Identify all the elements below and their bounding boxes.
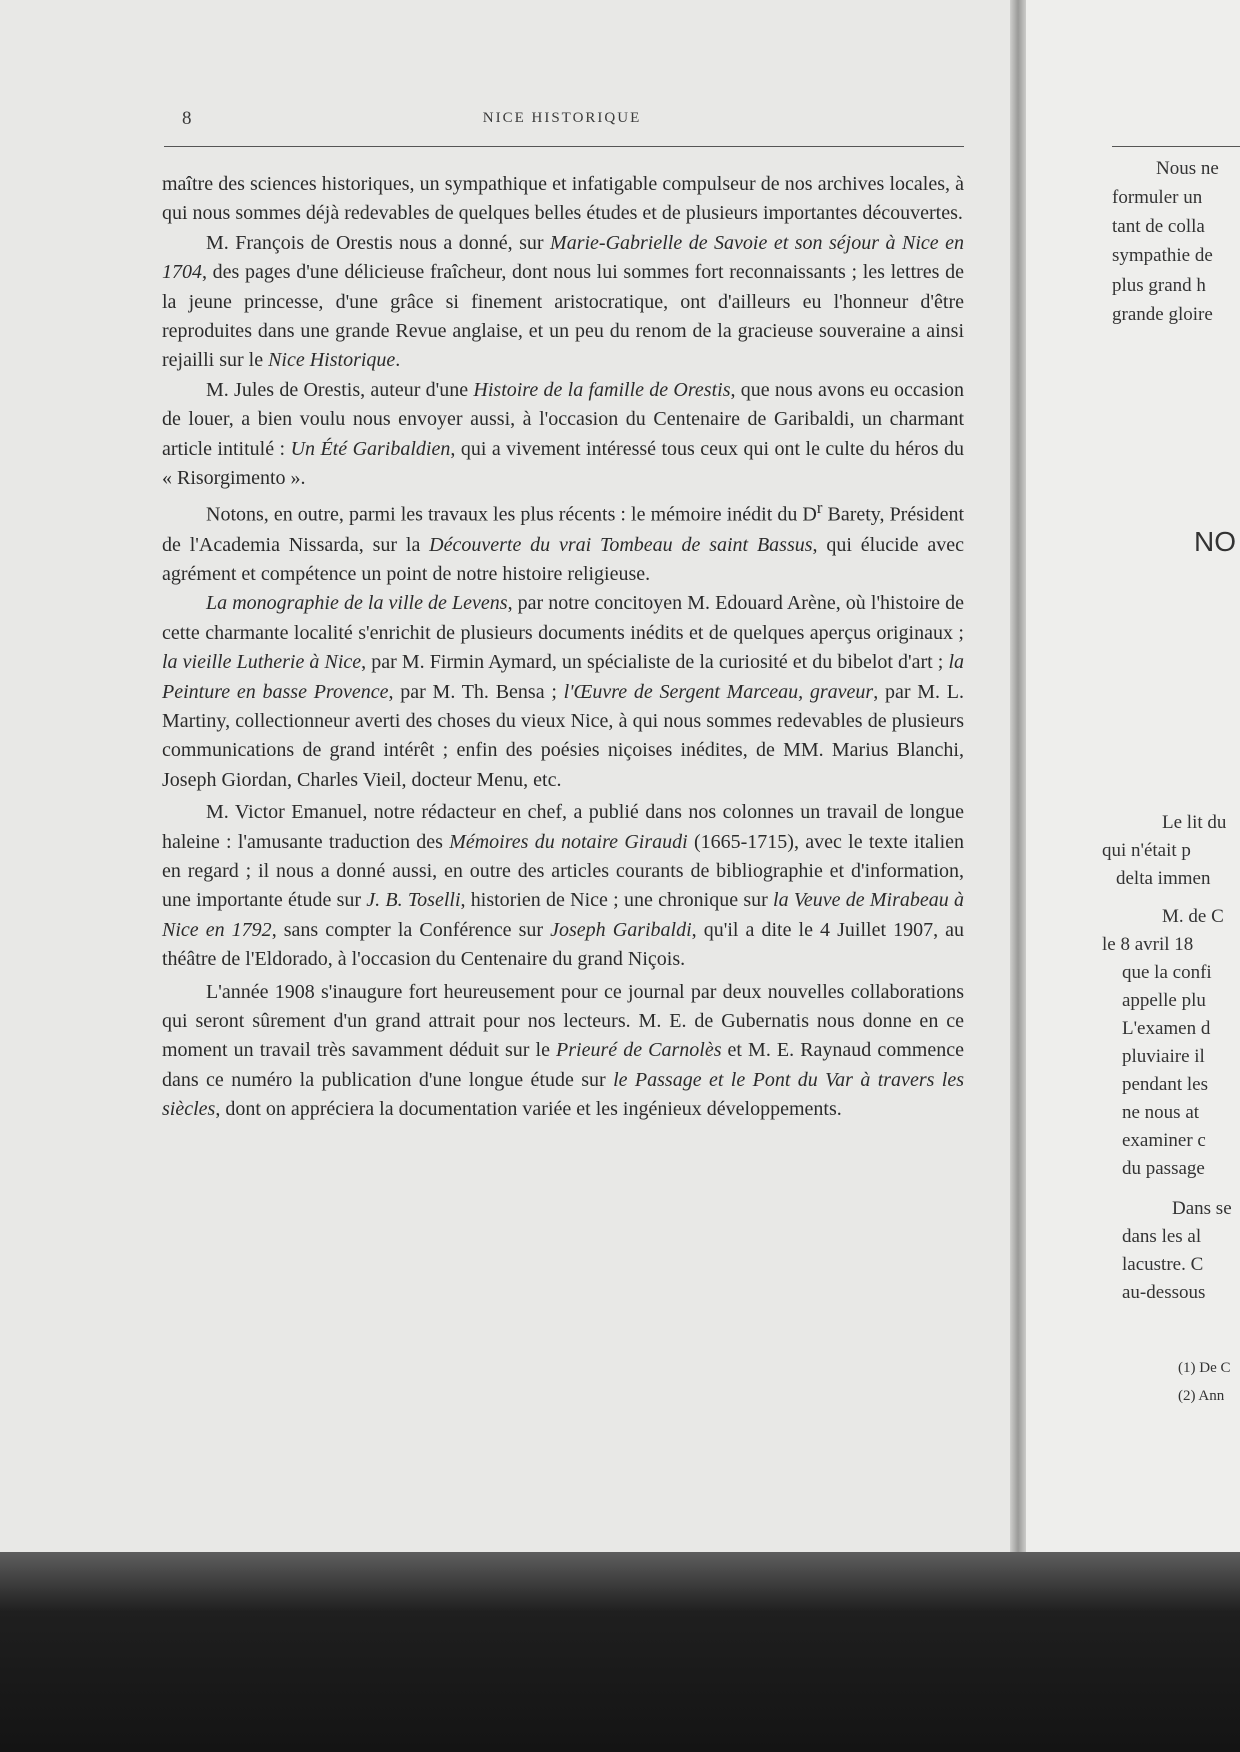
right-page-line: Le lit du bbox=[1162, 812, 1227, 833]
right-page-line: L'examen d bbox=[1122, 1018, 1211, 1039]
page-number: 8 bbox=[182, 108, 192, 129]
paragraph: Notons, en outre, parmi les travaux les plus récents : le mémoire inédit du $D^r$ Barety, Président de l'Academia Nissarda, sur la Découverte du vrai Tombeau de saint Bassus, qui élucide avec agrément et compétence un point de notre histoire religieuse. bbox=[162, 498, 964, 585]
right-page-line: tant de colla bbox=[1112, 216, 1205, 237]
right-page-line: Dans se bbox=[1172, 1198, 1232, 1219]
right-page-line: au-dessous bbox=[1122, 1282, 1206, 1303]
right-page-line: pluviaire il bbox=[1122, 1046, 1205, 1067]
right-page-line: pendant les bbox=[1122, 1074, 1209, 1095]
scanner-background bbox=[0, 1552, 1240, 1752]
page-header bbox=[162, 108, 962, 138]
paragraph: M. Victor Emanuel, notre rédacteur en chef, a publié dans nos colonnes un travail de longue haleine : l'amusante traduction des Mémoires du notaire Giraudi (1665-1715), avec le texte italien en regard ; il nous a donné aussi, en outre des articles courants de bibliographie et d'information, une importante étude sur J. B. Toselli, historien de Nice ; une chronique sur la Veuve de Mirabeau à Nice en 1792, sans compter la Conférence sur Joseph Garibaldi, qu'il a dite le 4 Juillet 1907, au théâtre de l'Eldorado, à l'occasion du Centenaire du grand Niçois. bbox=[162, 801, 965, 971]
right-page-line: sympathie de bbox=[1112, 245, 1213, 266]
right-page-line: lacustre. C bbox=[1122, 1254, 1204, 1275]
paragraph: M. François de Orestis nous a donné, sur Marie-Gabrielle de Savoie et son séjour à Nice en 1704, des pages d'une délicieuse fraîcheur, dont nous lui sommes fort reconnaissants ; les lettres de la jeune princesse, d'une grâce si finement aristocratique, ont d'ailleurs eu l'honneur d'être reproduites dans une grande Revue anglaise, et un peu du renom de la gracieuse souveraine a ainsi rejailli sur le Nice Historique. bbox=[162, 231, 964, 372]
paragraph: L'année 1908 s'inaugure fort heureusement pour ce journal par deux nouvelles collaborations qui seront sûrement d'un grand attrait pour nos lecteurs. M. E. de Gubernatis nous donne en ce moment un travail très savamment déduit sur le Prieuré de Carnolès et M. E. Raynaud commence dans ce numéro la publication d'une longue étude sur le Passage et le Pont du Var à travers les siècles, dont on appréciera la documentation variée et les ingénieux développements. bbox=[162, 980, 964, 1121]
right-page-line: formuler un bbox=[1112, 187, 1203, 208]
right-page-footnote: (2) Ann bbox=[1178, 1388, 1225, 1404]
right-page-line: examiner c bbox=[1122, 1130, 1206, 1151]
right-page-line: que la confi bbox=[1122, 962, 1212, 983]
right-page-line: delta immen bbox=[1116, 868, 1211, 889]
paragraph: La monographie de la ville de Levens, par notre concitoyen M. Edouard Arène, où l'histoire de cette charmante localité s'enrichit de plusieurs documents inédits et de quelques aperçus originaux ; la vieille Lutherie à Nice, par M. Firmin Aymard, un spécialiste de la curiosité et du bibelot d'art ; la Peinture en basse Provence, par M. Th. Bensa ; l'Œuvre de Sergent Marceau, graveur, par M. L. Martiny, collectionneur averti des choses du vieux Nice, à qui nous sommes redevables de plusieurs communications de grand intérêt ; enfin des poésies niçoises inédites, de MM. Marius Blanchi, Joseph Giordan, Charles Vieil, docteur Menu, etc. bbox=[162, 592, 964, 791]
right-page-line: plus grand h bbox=[1112, 275, 1206, 296]
paragraph: maître des sciences historiques, un sympathique et infatigable compulseur de nos archives locales, à qui nous sommes déjà redevables de quelques belles études et de plusieurs importantes découvertes. bbox=[162, 173, 964, 225]
right-page-line: M. de C bbox=[1162, 906, 1224, 927]
right-page-heading: NO bbox=[1194, 526, 1236, 557]
right-page-rule bbox=[1112, 146, 1240, 147]
right-page-line: ne nous at bbox=[1122, 1102, 1200, 1123]
right-page-line: le 8 avril 18 bbox=[1102, 934, 1194, 955]
right-page-footnote: (1) De C bbox=[1178, 1360, 1231, 1376]
right-page-fragment bbox=[1026, 0, 1240, 1555]
right-page-line: qui n'était p bbox=[1102, 840, 1191, 861]
body-text bbox=[162, 170, 964, 1125]
right-page-line: du passage bbox=[1122, 1158, 1205, 1179]
right-page-line: grande gloire bbox=[1112, 304, 1213, 325]
running-title: NICE HISTORIQUE bbox=[482, 110, 642, 126]
paragraph: M. Jules de Orestis, auteur d'une Histoire de la famille de Orestis, que nous avons eu occasion de louer, a bien voulu nous envoyer aussi, à l'occasion du Centenaire de Garibaldi, un charmant article intitulé : Un Été Garibaldien, qui a vivement intéressé tous ceux qui ont le culte du héros du « Risorgimento ». bbox=[162, 378, 965, 490]
right-page-line: Nous ne bbox=[1156, 158, 1219, 179]
header-rule bbox=[164, 146, 964, 147]
right-page-line: dans les al bbox=[1122, 1226, 1202, 1247]
right-page-line: appelle plu bbox=[1122, 990, 1206, 1011]
